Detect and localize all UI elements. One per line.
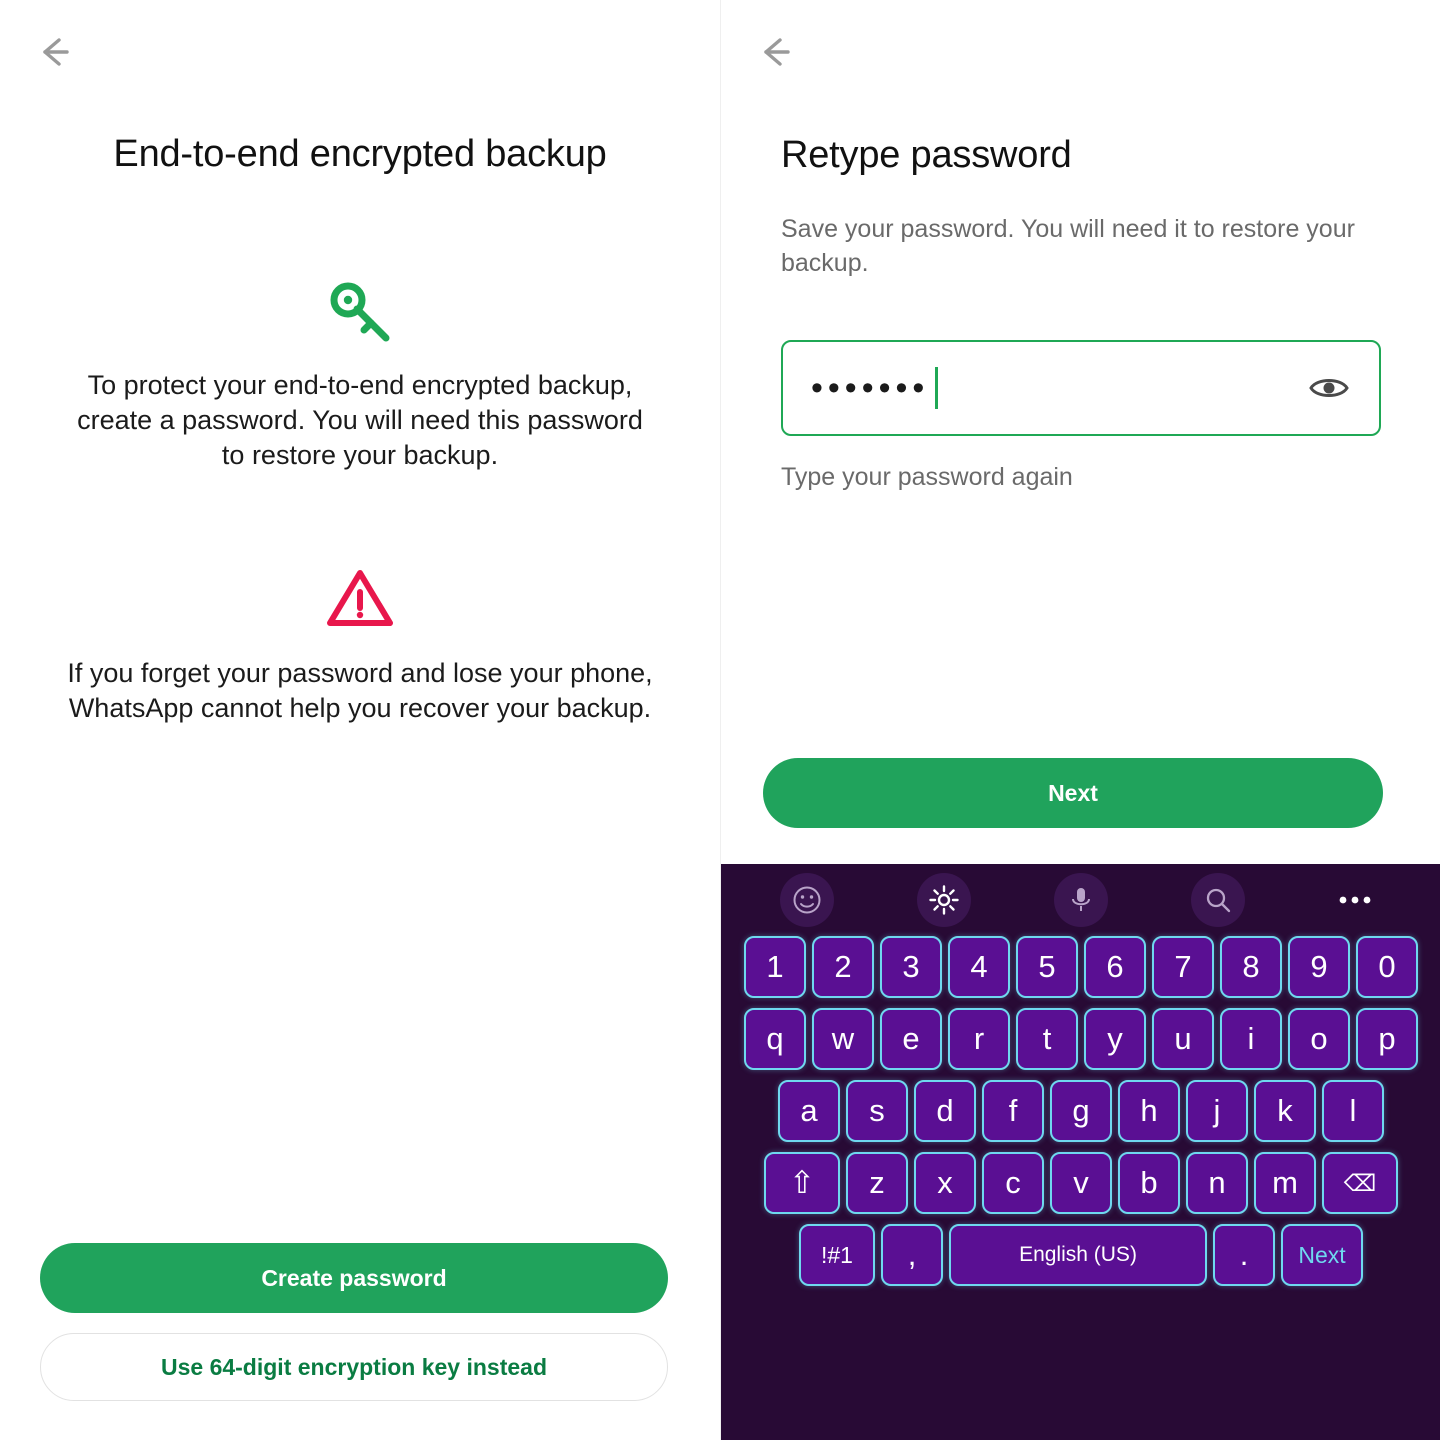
page-subtitle: Save your password. You will need it to restore your backup. [781, 215, 1355, 277]
key-9[interactable]: 9 [1288, 936, 1350, 998]
key-1[interactable]: 1 [744, 936, 806, 998]
keyboard-toolbar [721, 864, 1440, 936]
password-value [811, 367, 938, 409]
key-o[interactable]: o [1288, 1008, 1350, 1070]
enter-next-key[interactable]: Next [1281, 1224, 1363, 1286]
key-h[interactable]: h [1118, 1080, 1180, 1142]
key-f[interactable]: f [982, 1080, 1044, 1142]
key-5[interactable]: 5 [1016, 936, 1078, 998]
key-n[interactable]: n [1186, 1152, 1248, 1214]
key-icon [0, 278, 720, 344]
page-title: End-to-end encrypted backup [113, 133, 607, 175]
key-s[interactable]: s [846, 1080, 908, 1142]
emoji-icon[interactable] [780, 873, 834, 927]
key-b[interactable]: b [1118, 1152, 1180, 1214]
search-icon[interactable] [1191, 873, 1245, 927]
keyboard-rows [721, 936, 1440, 1286]
key-x[interactable]: x [914, 1152, 976, 1214]
key-q[interactable]: q [744, 1008, 806, 1070]
warning-triangle-icon [0, 568, 720, 628]
screen-retype-password [720, 0, 1440, 1440]
back-arrow-icon[interactable] [30, 28, 78, 76]
key-i[interactable]: i [1220, 1008, 1282, 1070]
key-a[interactable]: a [778, 1080, 840, 1142]
key-p[interactable]: p [1356, 1008, 1418, 1070]
key-r[interactable]: r [948, 1008, 1010, 1070]
text-caret [935, 367, 938, 409]
on-screen-keyboard [721, 864, 1440, 1440]
symbols-key[interactable]: !#1 [799, 1224, 875, 1286]
back-arrow-icon[interactable] [751, 28, 799, 76]
key-w[interactable]: w [812, 1008, 874, 1070]
intro-paragraph: To protect your end-to-end encrypted backup, create a password. You will need this password to restore your backup. [77, 370, 643, 470]
keyboard-row-home [727, 1080, 1435, 1142]
key-z[interactable]: z [846, 1152, 908, 1214]
key-d[interactable]: d [914, 1080, 976, 1142]
key-e[interactable]: e [880, 1008, 942, 1070]
key-c[interactable]: c [982, 1152, 1044, 1214]
key-j[interactable]: j [1186, 1080, 1248, 1142]
create-password-button[interactable]: Create password [40, 1243, 668, 1313]
key-7[interactable]: 7 [1152, 936, 1214, 998]
key-k[interactable]: k [1254, 1080, 1316, 1142]
password-helper-text: Type your password again [781, 463, 1073, 491]
key-6[interactable]: 6 [1084, 936, 1146, 998]
space-key[interactable]: English (US) [949, 1224, 1207, 1286]
key-y[interactable]: y [1084, 1008, 1146, 1070]
key-3[interactable]: 3 [880, 936, 942, 998]
key-0[interactable]: 0 [1356, 936, 1418, 998]
key-2[interactable]: 2 [812, 936, 874, 998]
keyboard-row-top [727, 1008, 1435, 1070]
keyboard-row-space [727, 1224, 1435, 1286]
warning-paragraph: If you forget your password and lose your phone, WhatsApp cannot help you recover your backup. [67, 658, 653, 723]
settings-gear-icon[interactable] [917, 873, 971, 927]
next-button[interactable]: Next [763, 758, 1383, 828]
key-4[interactable]: 4 [948, 936, 1010, 998]
comma-key[interactable]: , [881, 1224, 943, 1286]
backspace-key[interactable]: ⌫ [1322, 1152, 1398, 1214]
password-masked-text: ••••••• [811, 369, 930, 407]
use-encryption-key-button[interactable]: Use 64-digit encryption key instead [40, 1333, 668, 1401]
more-options-icon[interactable] [1328, 873, 1382, 927]
page-title: Retype password [781, 134, 1072, 176]
key-g[interactable]: g [1050, 1080, 1112, 1142]
key-u[interactable]: u [1152, 1008, 1214, 1070]
key-v[interactable]: v [1050, 1152, 1112, 1214]
key-8[interactable]: 8 [1220, 936, 1282, 998]
keyboard-row-numbers [727, 936, 1435, 998]
password-input[interactable] [781, 340, 1381, 436]
key-t[interactable]: t [1016, 1008, 1078, 1070]
period-key[interactable]: . [1213, 1224, 1275, 1286]
key-m[interactable]: m [1254, 1152, 1316, 1214]
shift-key[interactable]: ⇧ [764, 1152, 840, 1214]
keyboard-row-bottom [727, 1152, 1435, 1214]
eye-icon[interactable] [1305, 364, 1353, 412]
key-l[interactable]: l [1322, 1080, 1384, 1142]
microphone-icon[interactable] [1054, 873, 1108, 927]
